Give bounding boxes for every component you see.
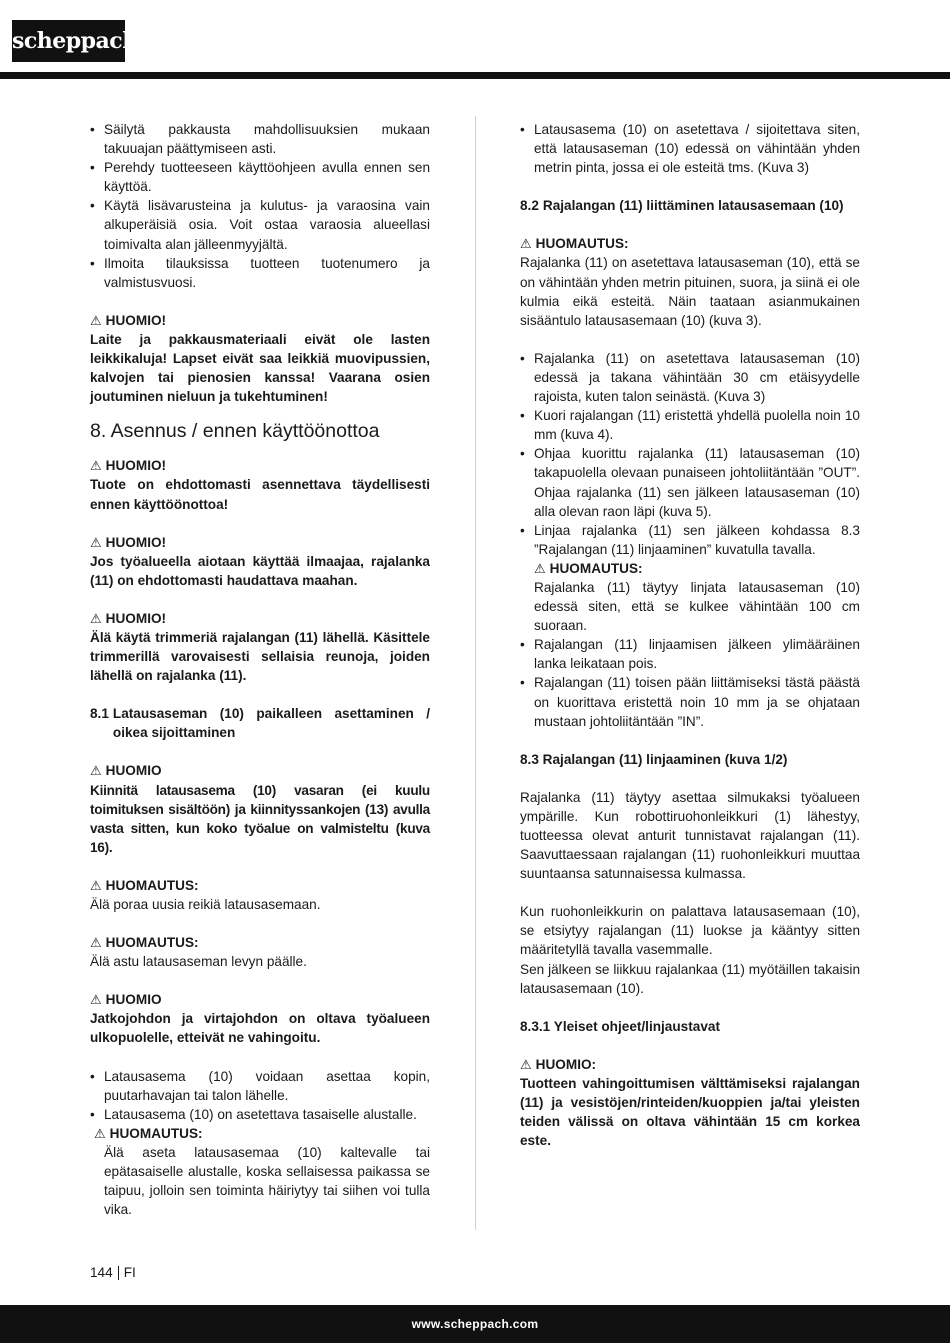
subsection-title: Rajalangan (11) liittäminen latausasemaan (10) <box>542 198 844 214</box>
subsection-title: Latausaseman (10) paikalleen asettaminen / oikea sijoittaminen <box>112 706 430 741</box>
warning-icon: ⚠ <box>90 534 102 550</box>
warning-title: HUOMIO! <box>105 534 167 550</box>
warning-text: Tuotteen vahingoittumisen välttämiseksi rajalangan (11) ja vesistöjen/rinteiden/kuoppien ja/tai yleisten teiden välissä on oltava vähintään 15 cm korkea este. <box>520 1075 860 1149</box>
subsection-title: 8.3.1 Yleiset ohjeet/linjaustavat <box>520 1018 720 1034</box>
list-item: • Käytä lisävarusteina ja kulutus- ja varaosina vain alkuperäisiä osia. Voit ostaa varaosia alueellasi toimivalta alan jälleenmyyjältä. <box>90 196 430 253</box>
left-column <box>90 120 430 1219</box>
list-item: • Rajalanka (11) on asetettava latausaseman (10) edessä ja takana vähintään 30 cm etäisyydelle rajoista, kuten talon seinästä. (Kuva 3) <box>520 349 860 406</box>
warning-icon: ⚠ <box>90 610 102 626</box>
right-column <box>520 120 860 1150</box>
list-item: • Perehdy tuotteeseen käyttöohjeen avulla ennen sen käyttöä. <box>90 158 430 196</box>
list-item: • Kuori rajalangan (11) eristettä yhdellä puolella noin 10 mm (kuva 4). <box>520 406 860 444</box>
page-separator <box>118 1266 119 1280</box>
column-divider <box>475 116 476 1230</box>
subsection-heading <box>520 196 860 215</box>
body-paragraph: Rajalanka (11) täytyy asettaa silmukaksi työalueen ympärille. Kun robottiruohonleikkuri (1) lähestyy, tuotteessa olevat anturit tunnistavat rajalangan (11). Saavuttaessaan rajalangan (11) ruohonleikkuri muuttaa suuntaansa satunnaisessa kulmassa. <box>520 789 860 882</box>
body-paragraph: Kun ruohonleikkurin on palattava latausasemaan (10), se etsiytyy rajalangan (11) luokse ja kääntyy sitten määritetyllä tavalla vasemmalle. <box>520 904 860 958</box>
body-paragraph: Sen jälkeen se liikkuu rajalankaa (11) myötäillen takaisin latausasemaan (10). <box>520 961 860 996</box>
warning-text: Jatkojohdon ja virtajohdon on oltava työalueen ulkopuolelle, etteivät ne vahingoitu. <box>90 1011 430 1046</box>
warning-title: HUOMIO: <box>535 1056 597 1072</box>
note-text: Rajalanka (11) on asetettava latausaseman (10), että se on vähintään yhden metrin pituinen, suora, ja siinä ei ole kulmia eikä esteitä. Näin taataan asianmukainen sisääntulo latausasemaan (10) (kuva 3). <box>520 255 860 328</box>
note-text: Älä aseta latausasemaa (10) kaltevalle tai epätasaiselle alustalle, koska sellaisessa paikassa se taipuu, jolloin sen toiminta häiriytyy tai siihen voi tulla vika. <box>104 1144 430 1218</box>
subsection-title: 8.3 Rajalangan (11) linjaaminen (kuva 1/2) <box>520 751 788 767</box>
list-item: • Ilmoita tilauksissa tuotteen tuotenumero ja valmistusvuosi. <box>90 254 430 292</box>
subsection-heading <box>520 750 860 769</box>
warning-heading <box>90 456 430 475</box>
note-title: HUOMAUTUS: <box>105 877 199 893</box>
list-item: • Latausasema (10) on asetettava tasaiselle alustalle. <box>90 1105 430 1124</box>
note-text: Älä astu latausaseman levyn päälle. <box>90 954 307 970</box>
warning-icon: ⚠ <box>94 1125 106 1141</box>
brand-logo <box>12 20 138 62</box>
warning-title: HUOMIO! <box>105 458 167 474</box>
page-language: FI <box>123 1265 136 1280</box>
note-title: HUOMAUTUS: <box>549 560 643 576</box>
section-title: 8. Asennus / ennen käyttöönottoa <box>90 420 380 443</box>
note-heading <box>90 876 430 895</box>
warning-title: HUOMIO! <box>105 610 167 626</box>
list-item: • Rajalangan (11) linjaamisen jälkeen ylimääräinen lanka leikataan pois. <box>520 635 860 673</box>
warning-icon: ⚠ <box>534 560 546 576</box>
list-item: • Säilytä pakkausta mahdollisuuksien mukaan takuuajan päättymiseen asti. <box>90 120 430 158</box>
header-rule <box>0 72 950 79</box>
warning-heading <box>90 990 430 1009</box>
note-heading <box>90 933 430 952</box>
list-item: • Rajalangan (11) toisen pään liittämiseksi tästä päästä on kuorittava eristettä noin 10 mm ja se ohjataan mustaan johtoliitäntään ”IN”. <box>520 673 860 730</box>
list-item: • Latausasema (10) voidaan asettaa kopin, puutarhavajan tai talon lähelle. <box>90 1067 430 1105</box>
note-heading <box>90 1124 430 1143</box>
warning-heading <box>90 311 430 330</box>
subsection-number: 8.1 <box>90 706 109 722</box>
page-number <box>90 1265 136 1280</box>
warning-heading <box>90 609 430 628</box>
warning-text: Älä käytä trimmeriä rajalangan (11) lähellä. Käsittele trimmerillä varovaisesti sellaisia reunoja, joiden lähellä on rajalanka (11). <box>90 629 430 684</box>
warning-icon: ⚠ <box>520 236 532 252</box>
warning-text: Tuote on ehdottomasti asennettava täydellisesti ennen käyttöönottoa! <box>90 477 430 512</box>
warning-icon: ⚠ <box>520 1056 532 1072</box>
warning-title: HUOMIO <box>105 992 162 1008</box>
note-text: Rajalanka (11) täytyy linjata latausaseman (10) edessä siten, että se kulkee vähintään 100 cm suoraan. <box>534 579 860 634</box>
warning-icon: ⚠ <box>90 877 102 893</box>
warning-title: HUOMIO <box>105 763 162 779</box>
warning-title: HUOMIO! <box>105 312 167 328</box>
subsection-heading <box>90 704 430 742</box>
note-text: Älä poraa uusia reikiä latausasemaan. <box>90 897 321 912</box>
subsection-heading <box>520 1017 860 1036</box>
brand-logo-text: scheppach <box>12 28 138 54</box>
warning-icon: ⚠ <box>90 763 102 779</box>
note-title: HUOMAUTUS: <box>535 236 629 252</box>
warning-icon: ⚠ <box>90 312 102 328</box>
list-item: • Linjaa rajalanka (11) sen jälkeen kohdassa 8.3 ”Rajalangan (11) linjaaminen” kuvatulla tavalla. <box>520 521 860 559</box>
warning-text: Kiinnitä latausasema (10) vasaran (ei kuulu toimituksen sisältöön) ja kiinnityssankojen (13) avulla vasta sitten, kun koko työalue on valmisteltu (kuva 16). <box>90 782 430 855</box>
note-title: HUOMAUTUS: <box>109 1125 203 1141</box>
warning-heading <box>520 1055 860 1074</box>
warning-icon: ⚠ <box>90 992 102 1008</box>
subsection-number: 8.2 <box>520 198 539 214</box>
warning-heading <box>90 533 430 552</box>
list-item: • Latausasema (10) on asetettava / sijoitettava siten, että latausaseman (10) edessä on vähintään yhden metrin pinta, jossa ei ole esteitä tms. (Kuva 3) <box>520 120 860 177</box>
warning-text: Jos työalueella aiotaan käyttää ilmaajaa, rajalanka (11) on ehdottomasti haudattava maahan. <box>90 553 430 588</box>
page-number-value: 144 <box>90 1265 113 1280</box>
warning-icon: ⚠ <box>90 935 102 951</box>
list-item: • Ohjaa kuorittu rajalanka (11) latausaseman (10) takapuolella olevaan punaiseen johtoliitäntään ”OUT”. Ohjaa rajalanka (11) sen jälkeen latausaseman (10) alla olevan raon läpi (kuva 5). <box>520 444 860 520</box>
note-heading <box>520 559 860 578</box>
warning-heading <box>90 761 430 780</box>
warning-icon: ⚠ <box>90 458 102 474</box>
note-title: HUOMAUTUS: <box>105 935 199 951</box>
footer-bar <box>0 1305 950 1343</box>
note-heading <box>520 234 860 253</box>
footer-url: www.scheppach.com <box>411 1317 539 1331</box>
warning-text: Laite ja pakkausmateriaali eivät ole lasten leikkikaluja! Lapset eivät saa leikkiä muovipussien, kalvojen tai pienosien kanssa! Vaarana osien joutuminen nieluun ja tukehtuminen! <box>90 331 430 405</box>
